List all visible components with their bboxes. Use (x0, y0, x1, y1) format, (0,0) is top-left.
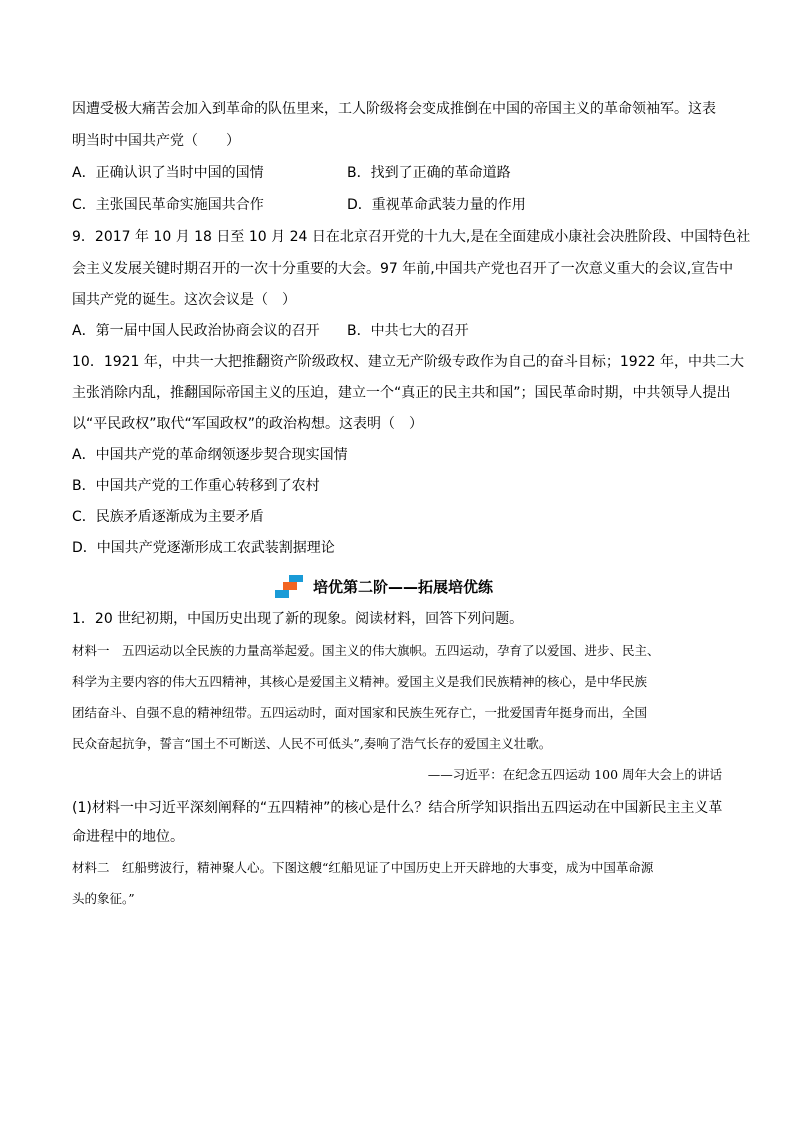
q8-option-d: D．重视革命武装力量的作用 (347, 197, 526, 213)
q10-option-c: C．民族矛盾逐渐成为主要矛盾 (72, 509, 264, 525)
stacked-squares-icon (275, 575, 309, 599)
q10-stem-line-1: 10．1921 年，中共一大把推翻资产阶级政权、建立无产阶级专政作为自己的奋斗目标；1922 年，中共二大 (72, 354, 744, 370)
q10-option-d: D．中国共产党逐渐形成工农武装割据理论 (72, 540, 335, 556)
section-heading (275, 575, 493, 599)
q8-option-a: A．正确认识了当时中国的国情 (72, 165, 264, 181)
q8-stem-line-2: 明当时中国共产党（ ） (72, 133, 240, 149)
q1-stem: 1．20 世纪初期，中国历史出现了新的现象。阅读材料，回答下列问题。 (72, 611, 524, 627)
q10-option-b: B．中国共产党的工作重心转移到了农村 (72, 478, 320, 494)
q8-option-b: B．找到了正确的革命道路 (347, 165, 511, 181)
q10-option-a: A．中国共产党的革命纲领逐步契合现实国情 (72, 447, 348, 463)
section-title: 培优第二阶——拓展培优练 (313, 578, 494, 596)
q9-option-b: B．中共七大的召开 (347, 323, 469, 339)
material1-line-2: 科学为主要内容的伟大五四精神，其核心是爱国主义精神。爱国主义是我们民族精神的核心，是中华民族 (72, 674, 648, 689)
q8-stem-line-1: 因遭受极大痛苦会加入到革命的队伍里来，工人阶级将会变成推倒在中国的帝国主义的革命领袖军。这表 (72, 101, 716, 117)
q10-stem-line-3: 以“平民政权”取代“军国政权”的政治构想。这表明（ ） (72, 416, 424, 432)
material1-line-1: 材料一 五四运动以全民族的力量高举起爱。国主义的伟大旗帜。五四运动，孕育了以爱国、进步、民主、 (72, 643, 660, 658)
material1-source: ——习近平：在纪念五四运动 100 周年大会上的讲话 (427, 767, 722, 782)
q9-stem-line-3: 国共产党的诞生。这次会议是（ ） (72, 292, 296, 308)
q9-stem-line-2: 会主义发展关键时期召开的一次十分重要的大会。97 年前,中国共产党也召开了一次意义重大的会议,宣告中 (72, 261, 734, 277)
material2-line-1: 材料二 红船劈波行，精神聚人心。下图这艘“红船见证了中国历史上开天辟地的大事变，成为中国革命源 (72, 860, 654, 875)
material1-line-3: 团结奋斗、自强不息的精神纽带。五四运动时，面对国家和民族生死存亡，一批爱国青年挺身而出，全国 (72, 705, 648, 720)
q1-sub1-line-2: 命进程中的地位。 (72, 829, 184, 845)
material1-line-4: 民众奋起抗争，誓言“国土不可断送、人民不可低头”,奏响了浩气长存的爱国主义壮歌。 (72, 736, 552, 751)
material2-line-2: 头的象征。” (72, 891, 135, 906)
q1-sub1-line-1: (1)材料一中习近平深刻阐释的“五四精神”的核心是什么？结合所学知识指出五四运动在中国新民主主义革 (72, 800, 723, 816)
q8-option-c: C．主张国民革命实施国共合作 (72, 197, 264, 213)
q9-stem-line-1: 9．2017 年 10 月 18 日至 10 月 24 日在北京召开党的十九大,是在全面建成小康社会决胜阶段、中国特色社 (72, 229, 751, 245)
q9-option-a: A．第一届中国人民政治协商会议的召开 (72, 323, 320, 339)
q10-stem-line-2: 主张消除内乱，推翻国际帝国主义的压迫，建立一个“真正的民主共和国”；国民革命时期，中共领导人提出 (72, 385, 731, 401)
